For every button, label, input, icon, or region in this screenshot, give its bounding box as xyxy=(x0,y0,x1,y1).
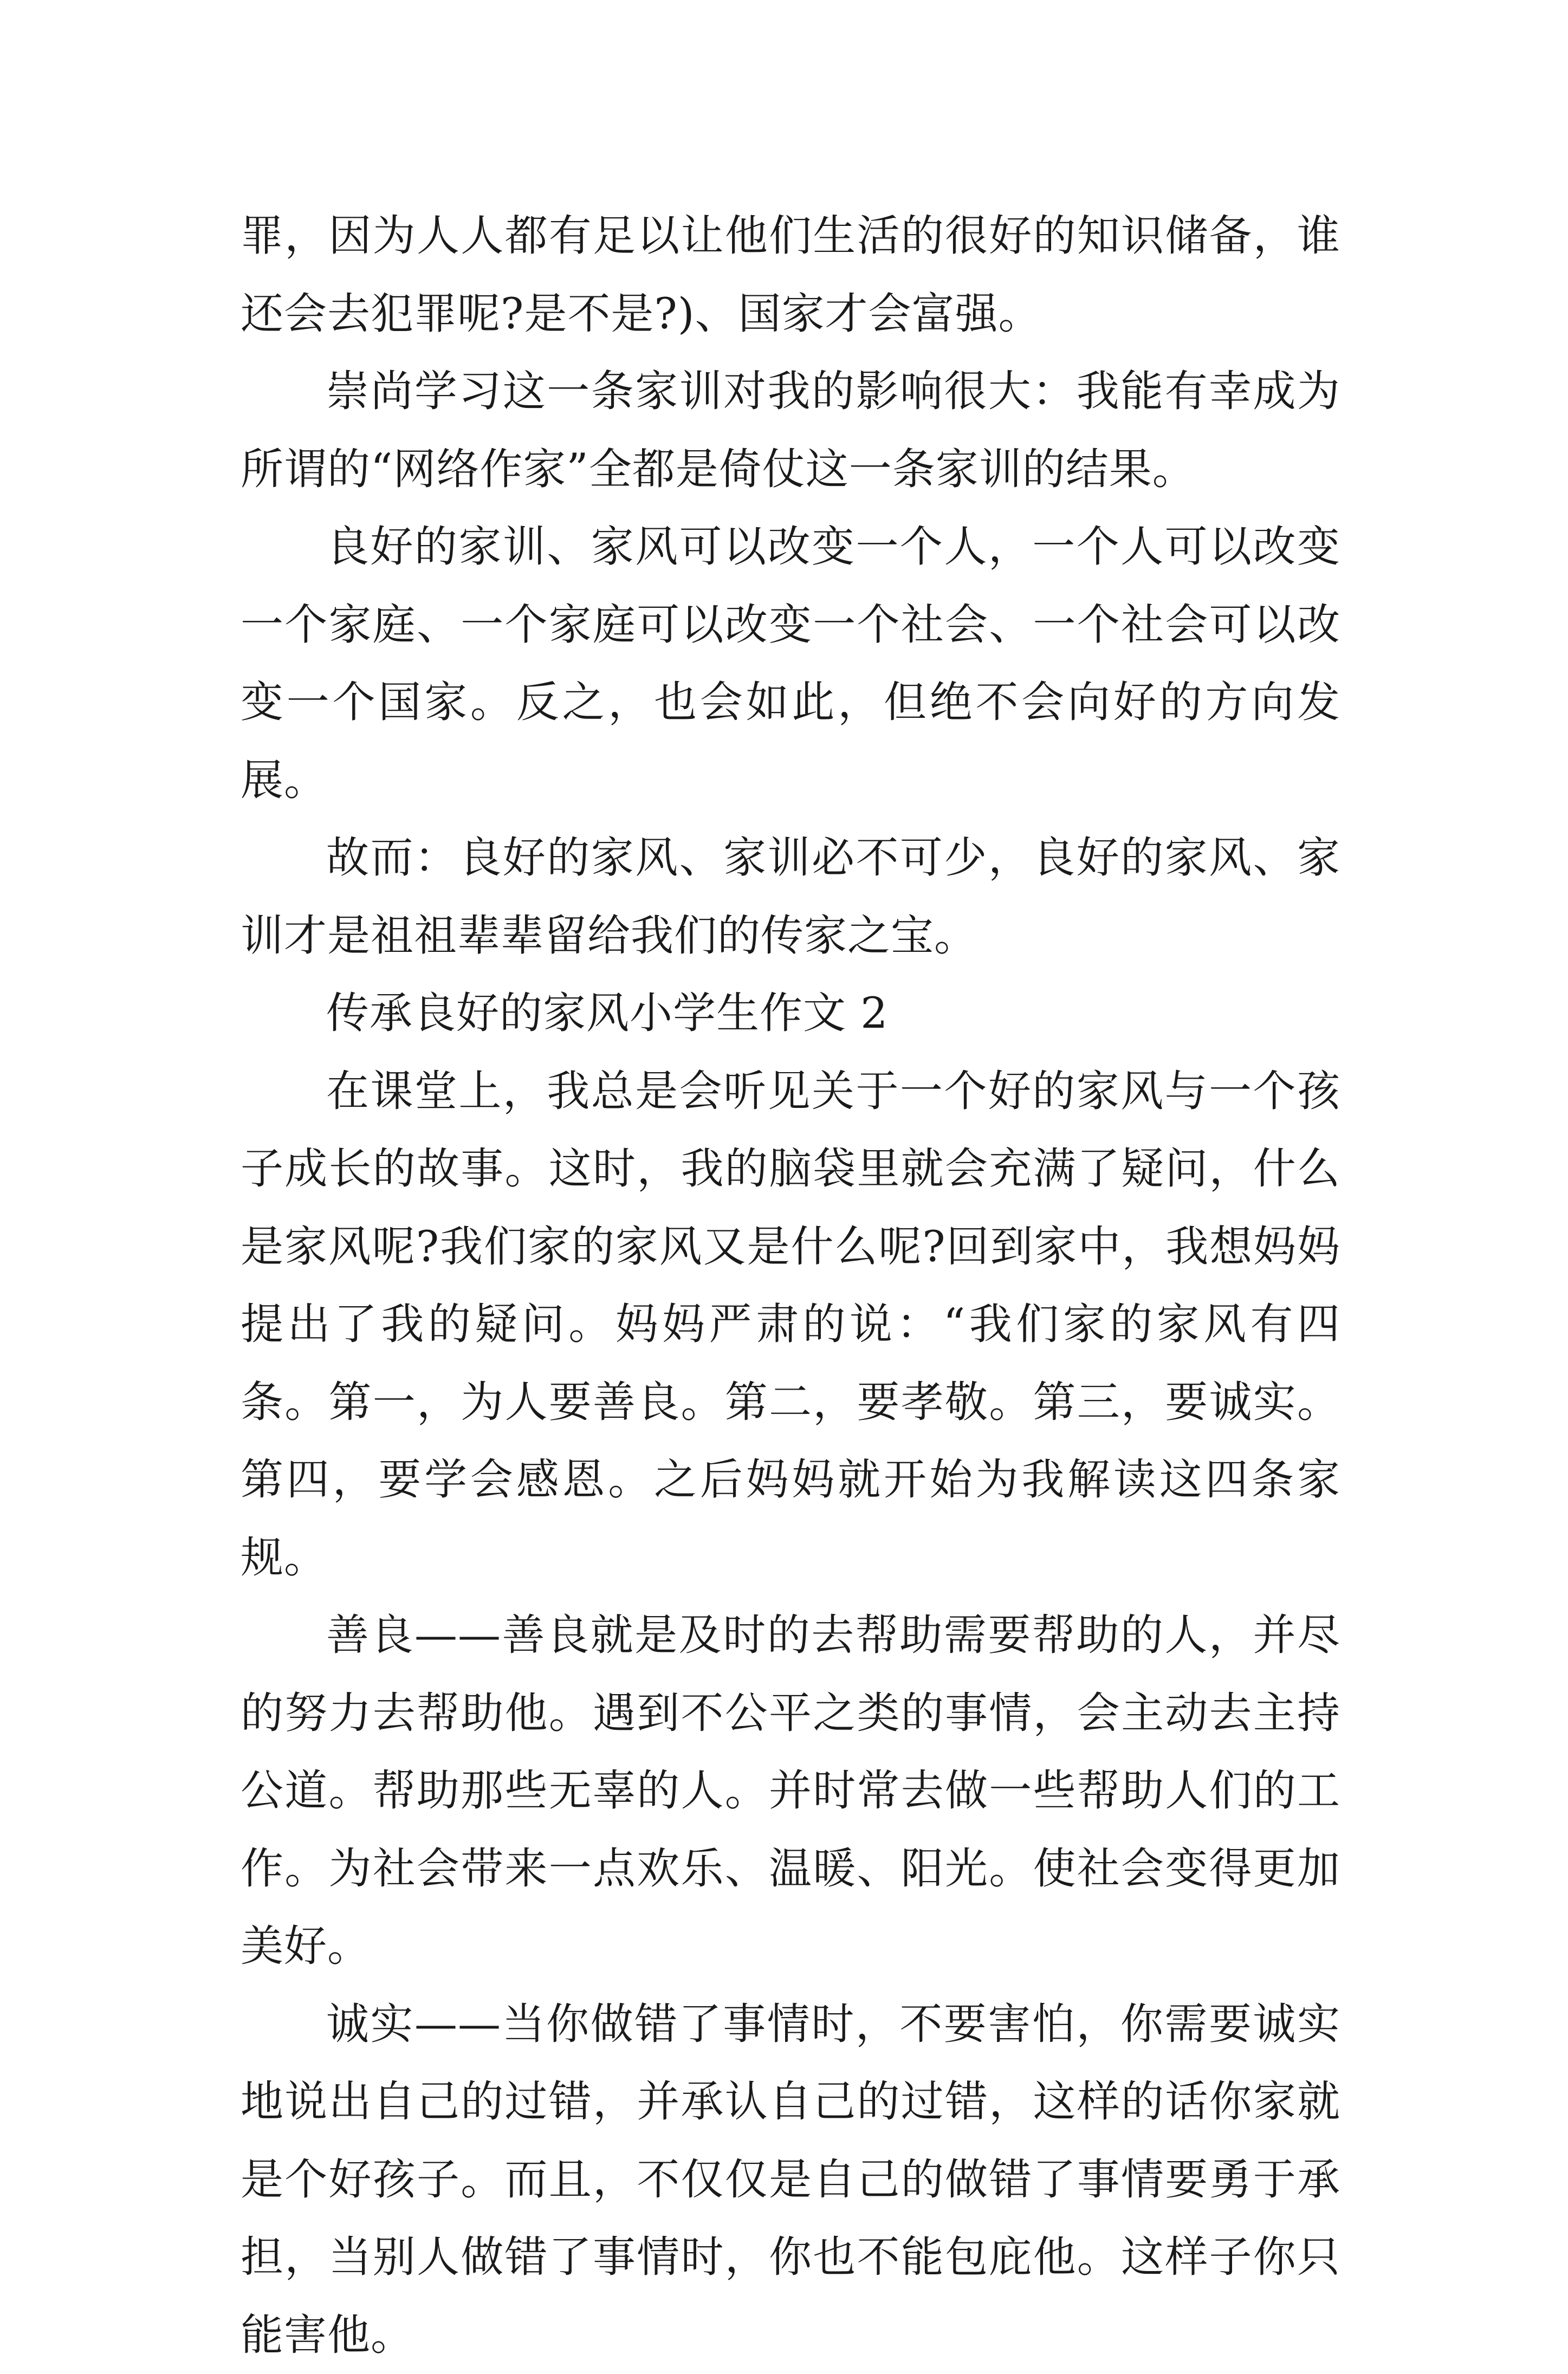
paragraph-1: 罪，因为人人都有足以让他们生活的很好的知识储备，谁还会去犯罪呢?是不是?)、国家才会富强。 xyxy=(241,197,1340,353)
document-body xyxy=(241,197,1340,2374)
paragraph-4: 故而：良好的家风、家训必不可少，良好的家风、家训才是祖祖辈辈留给我们的传家之宝。 xyxy=(241,819,1340,975)
section-paragraph-3: 诚实——当你做错了事情时，不要害怕，你需要诚实地说出自己的过错，并承认自己的过错，这样的话你家就是个好孩子。而且，不仅仅是自己的做错了事情要勇于承担，当别人做错了事情时，你也不能包庇他。这样子你只能害他。 xyxy=(241,1986,1340,2374)
section-paragraph-2: 善良——善良就是及时的去帮助需要帮助的人，并尽的努力去帮助他。遇到不公平之类的事情，会主动去主持公道。帮助那些无辜的人。并时常去做一些帮助人们的工作。为社会带来一点欢乐、温暖、阳光。使社会变得更加美好。 xyxy=(241,1597,1340,1986)
paragraph-3: 良好的家训、家风可以改变一个人，一个人可以改变一个家庭、一个家庭可以改变一个社会、一个社会可以改变一个国家。反之，也会如此，但绝不会向好的方向发展。 xyxy=(241,508,1340,819)
paragraph-2: 崇尚学习这一条家训对我的影响很大：我能有幸成为所谓的“网络作家”全都是倚仗这一条家训的结果。 xyxy=(241,353,1340,508)
section-paragraph-1: 在课堂上，我总是会听见关于一个好的家风与一个孩子成长的故事。这时，我的脑袋里就会充满了疑问，什么是家风呢?我们家的家风又是什么呢?回到家中，我想妈妈提出了我的疑问。妈妈严肃的说：“我们家的家风有四条。第一，为人要善良。第二，要孝敬。第三，要诚实。第四，要学会感恩。之后妈妈就开始为我解读这四条家规。 xyxy=(241,1053,1340,1597)
section-title: 传承良好的家风小学生作文 2 xyxy=(241,975,1340,1053)
